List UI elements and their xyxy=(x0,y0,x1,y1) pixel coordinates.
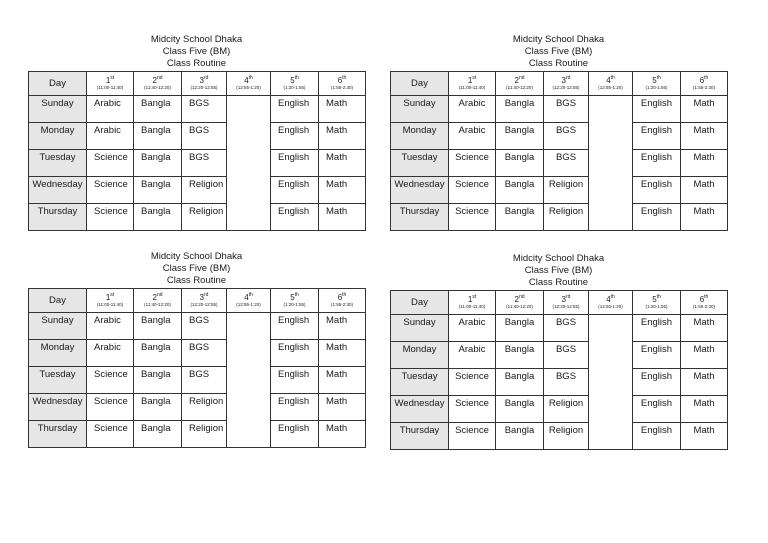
subject-cell: Arabic xyxy=(87,313,134,340)
routine-block-top-left xyxy=(28,34,366,231)
subject-cell: English xyxy=(271,123,319,150)
subject-cell: Math xyxy=(319,123,366,150)
subject-cell: English xyxy=(633,177,681,204)
subject-cell: BGS xyxy=(182,96,227,123)
school-name: Midcity School Dhaka xyxy=(150,251,243,262)
subject-cell: Bangla xyxy=(134,340,182,367)
table-row xyxy=(391,96,728,123)
subject-cell: English xyxy=(271,313,319,340)
period-header: 6th (1:55-2:30) xyxy=(319,289,366,313)
day-header: Day xyxy=(29,72,87,96)
subject-cell: BGS xyxy=(544,342,589,369)
subject-cell: Science xyxy=(87,394,134,421)
table-row xyxy=(391,423,728,450)
subject-cell: Bangla xyxy=(134,421,182,448)
subject-cell: Science xyxy=(87,150,134,177)
table-header-row xyxy=(29,289,366,313)
table-row xyxy=(29,421,366,448)
period-header: 5th (1:20-1:55) xyxy=(633,72,681,96)
subject-cell: Science xyxy=(87,367,134,394)
table-row xyxy=(29,367,366,394)
subject-cell: Math xyxy=(681,96,728,123)
subject-cell: Math xyxy=(681,123,728,150)
day-cell: Monday xyxy=(391,123,449,150)
period-header: 2nd (11:40-12:20) xyxy=(134,72,182,96)
subject-cell: Bangla xyxy=(134,204,182,231)
period-header: 3rd (12:20-12:55) xyxy=(182,289,227,313)
subject-cell: Math xyxy=(681,204,728,231)
subject-cell: Math xyxy=(681,177,728,204)
table-row xyxy=(29,313,366,340)
subject-cell: Math xyxy=(319,204,366,231)
subject-cell: Science xyxy=(449,150,496,177)
subject-cell: Math xyxy=(319,150,366,177)
day-header: Day xyxy=(391,291,449,315)
subject-cell: Bangla xyxy=(496,150,544,177)
subject-cell: Bangla xyxy=(134,96,182,123)
subject-cell: English xyxy=(271,394,319,421)
day-cell: Monday xyxy=(29,123,87,150)
subject-cell: BGS xyxy=(544,96,589,123)
day-cell: Sunday xyxy=(391,96,449,123)
subject-cell: Math xyxy=(681,423,728,450)
subject-cell: Bangla xyxy=(134,367,182,394)
subject-cell: Bangla xyxy=(134,394,182,421)
day-cell: Wednesday xyxy=(29,394,87,421)
routine-header xyxy=(390,34,727,70)
subject-cell: English xyxy=(271,421,319,448)
subject-cell: Math xyxy=(681,369,728,396)
subject-cell: Arabic xyxy=(449,96,496,123)
subject-cell: English xyxy=(633,315,681,342)
subject-cell: Religion xyxy=(182,394,227,421)
subject-cell: Math xyxy=(319,313,366,340)
subject-cell: Math xyxy=(319,340,366,367)
class-name: Class Five (BM) xyxy=(162,263,231,274)
table-header-row xyxy=(391,72,728,96)
subject-cell: English xyxy=(271,204,319,231)
subject-cell: Math xyxy=(681,315,728,342)
subject-cell: Religion xyxy=(182,421,227,448)
table-header-row xyxy=(391,291,728,315)
subject-cell: Math xyxy=(319,177,366,204)
table-row xyxy=(29,394,366,421)
period-header: 4th (12:55-1:20) xyxy=(589,291,633,315)
routine-table xyxy=(28,288,366,448)
subject-cell: Bangla xyxy=(496,96,544,123)
school-name: Midcity School Dhaka xyxy=(512,253,605,264)
day-cell: Tuesday xyxy=(29,367,87,394)
day-header: Day xyxy=(391,72,449,96)
break-cell xyxy=(589,315,633,450)
period-header: 2nd (11:40-12:20) xyxy=(496,291,544,315)
day-cell: Tuesday xyxy=(391,369,449,396)
subject-cell: Arabic xyxy=(449,123,496,150)
table-row xyxy=(391,369,728,396)
table-row xyxy=(29,177,366,204)
subject-cell: Science xyxy=(449,369,496,396)
subject-cell: Bangla xyxy=(496,177,544,204)
routine-subtitle: Class Routine xyxy=(166,275,227,286)
period-header: 6th (1:55-2:30) xyxy=(681,291,728,315)
subject-cell: Bangla xyxy=(496,423,544,450)
table-row xyxy=(391,315,728,342)
subject-cell: English xyxy=(633,96,681,123)
routine-table xyxy=(28,71,366,231)
subject-cell: Religion xyxy=(544,396,589,423)
day-cell: Wednesday xyxy=(29,177,87,204)
routine-header xyxy=(28,251,365,287)
subject-cell: Math xyxy=(319,394,366,421)
period-header: 1st (11:00-11:40) xyxy=(87,72,134,96)
subject-cell: Religion xyxy=(544,177,589,204)
subject-cell: Math xyxy=(319,421,366,448)
subject-cell: Science xyxy=(87,177,134,204)
subject-cell: English xyxy=(633,204,681,231)
subject-cell: BGS xyxy=(182,150,227,177)
class-name: Class Five (BM) xyxy=(524,265,593,276)
day-cell: Tuesday xyxy=(391,150,449,177)
subject-cell: English xyxy=(271,367,319,394)
day-cell: Thursday xyxy=(391,423,449,450)
period-header: 4th (12:55-1:20) xyxy=(227,289,271,313)
subject-cell: Arabic xyxy=(449,315,496,342)
subject-cell: Bangla xyxy=(496,315,544,342)
routine-block-bottom-right xyxy=(390,253,728,450)
period-header: 4th (12:55-1:20) xyxy=(589,72,633,96)
break-cell xyxy=(227,96,271,231)
day-cell: Thursday xyxy=(29,204,87,231)
subject-cell: English xyxy=(271,96,319,123)
subject-cell: English xyxy=(633,123,681,150)
subject-cell: Arabic xyxy=(87,96,134,123)
table-row xyxy=(391,177,728,204)
table-row xyxy=(391,150,728,177)
period-header: 6th (1:55-2:30) xyxy=(681,72,728,96)
subject-cell: BGS xyxy=(182,313,227,340)
table-row xyxy=(391,204,728,231)
subject-cell: Science xyxy=(87,204,134,231)
routine-block-top-right xyxy=(390,34,728,231)
subject-cell: Math xyxy=(681,150,728,177)
day-header: Day xyxy=(29,289,87,313)
subject-cell: BGS xyxy=(544,123,589,150)
subject-cell: BGS xyxy=(182,367,227,394)
period-header: 2nd (11:40-12:20) xyxy=(496,72,544,96)
subject-cell: Arabic xyxy=(87,340,134,367)
period-header: 1st (11:00-11:40) xyxy=(449,291,496,315)
subject-cell: Religion xyxy=(544,423,589,450)
routine-block-bottom-left xyxy=(28,251,366,448)
subject-cell: Religion xyxy=(182,177,227,204)
subject-cell: Bangla xyxy=(134,313,182,340)
subject-cell: Math xyxy=(681,396,728,423)
subject-cell: Arabic xyxy=(87,123,134,150)
subject-cell: English xyxy=(271,340,319,367)
period-header: 5th (1:20-1:55) xyxy=(271,72,319,96)
subject-cell: Math xyxy=(319,96,366,123)
subject-cell: Science xyxy=(87,421,134,448)
day-cell: Monday xyxy=(29,340,87,367)
subject-cell: BGS xyxy=(544,315,589,342)
subject-cell: Science xyxy=(449,396,496,423)
period-header: 1st (11:00-11:40) xyxy=(449,72,496,96)
routine-subtitle: Class Routine xyxy=(166,58,227,69)
day-cell: Monday xyxy=(391,342,449,369)
class-name: Class Five (BM) xyxy=(524,46,593,57)
period-header: 3rd (12:20-12:55) xyxy=(544,72,589,96)
period-header: 4th (12:55-1:20) xyxy=(227,72,271,96)
subject-cell: Science xyxy=(449,177,496,204)
subject-cell: Math xyxy=(681,342,728,369)
subject-cell: English xyxy=(271,150,319,177)
break-cell xyxy=(227,313,271,448)
day-cell: Tuesday xyxy=(29,150,87,177)
day-cell: Sunday xyxy=(29,96,87,123)
subject-cell: Math xyxy=(319,367,366,394)
routine-header xyxy=(390,253,727,289)
day-cell: Wednesday xyxy=(391,177,449,204)
subject-cell: Bangla xyxy=(496,342,544,369)
day-cell: Sunday xyxy=(391,315,449,342)
period-header: 1st (11:00-11:40) xyxy=(87,289,134,313)
subject-cell: Religion xyxy=(182,204,227,231)
table-row xyxy=(29,340,366,367)
period-header: 3rd (12:20-12:55) xyxy=(544,291,589,315)
subject-cell: English xyxy=(633,423,681,450)
subject-cell: Bangla xyxy=(496,396,544,423)
subject-cell: Bangla xyxy=(496,369,544,396)
routine-table xyxy=(390,290,728,450)
subject-cell: Bangla xyxy=(496,123,544,150)
table-row xyxy=(391,123,728,150)
routine-subtitle: Class Routine xyxy=(528,58,589,69)
day-cell: Wednesday xyxy=(391,396,449,423)
subject-cell: Arabic xyxy=(449,342,496,369)
class-name: Class Five (BM) xyxy=(162,46,231,57)
subject-cell: Bangla xyxy=(134,150,182,177)
period-header: 6th (1:55-2:30) xyxy=(319,72,366,96)
table-row xyxy=(29,123,366,150)
subject-cell: Bangla xyxy=(134,177,182,204)
table-header-row xyxy=(29,72,366,96)
school-name: Midcity School Dhaka xyxy=(512,34,605,45)
subject-cell: BGS xyxy=(544,150,589,177)
day-cell: Sunday xyxy=(29,313,87,340)
period-header: 5th (1:20-1:55) xyxy=(271,289,319,313)
subject-cell: Science xyxy=(449,423,496,450)
table-row xyxy=(391,396,728,423)
period-header: 2nd (11:40-12:20) xyxy=(134,289,182,313)
routine-header xyxy=(28,34,365,70)
table-row xyxy=(29,150,366,177)
subject-cell: Religion xyxy=(544,204,589,231)
routine-table xyxy=(390,71,728,231)
subject-cell: BGS xyxy=(544,369,589,396)
routine-subtitle: Class Routine xyxy=(528,277,589,288)
subject-cell: BGS xyxy=(182,340,227,367)
table-row xyxy=(29,204,366,231)
period-header: 3rd (12:20-12:55) xyxy=(182,72,227,96)
subject-cell: English xyxy=(633,369,681,396)
table-row xyxy=(29,96,366,123)
subject-cell: English xyxy=(271,177,319,204)
subject-cell: English xyxy=(633,342,681,369)
subject-cell: Bangla xyxy=(134,123,182,150)
subject-cell: Bangla xyxy=(496,204,544,231)
subject-cell: English xyxy=(633,396,681,423)
break-cell xyxy=(589,96,633,231)
day-cell: Thursday xyxy=(29,421,87,448)
subject-cell: BGS xyxy=(182,123,227,150)
day-cell: Thursday xyxy=(391,204,449,231)
period-header: 5th (1:20-1:55) xyxy=(633,291,681,315)
subject-cell: Science xyxy=(449,204,496,231)
table-row xyxy=(391,342,728,369)
subject-cell: English xyxy=(633,150,681,177)
school-name: Midcity School Dhaka xyxy=(150,34,243,45)
